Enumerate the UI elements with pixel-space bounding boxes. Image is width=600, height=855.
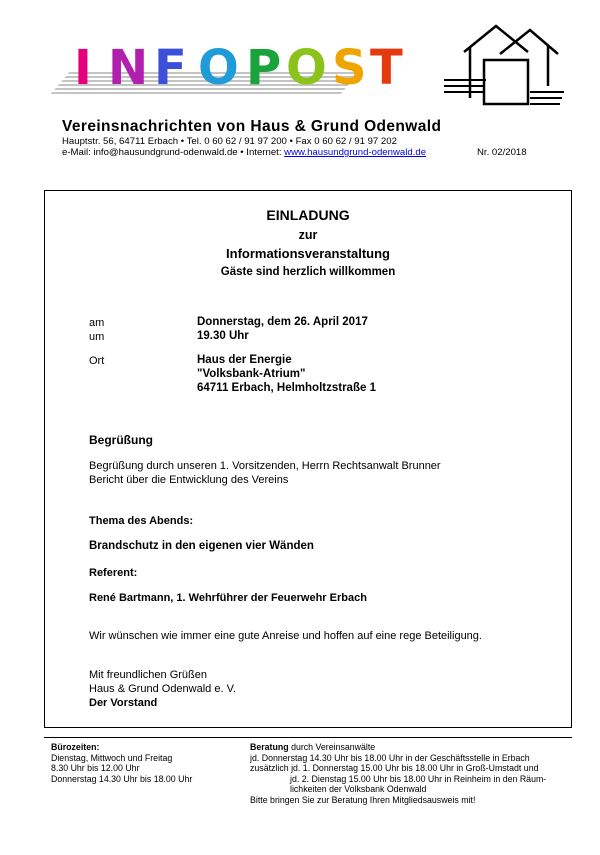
office-hours-title: Bürozeiten: [51, 742, 100, 752]
invitation-title: EINLADUNG [266, 207, 350, 223]
closing-organization: Haus & Grund Odenwald e. V. [89, 683, 236, 695]
event-title: Informationsveranstaltung [226, 246, 390, 261]
office-hours-line: Dienstag, Mittwoch und Freitag [51, 752, 173, 763]
logo-letter: F [154, 40, 187, 96]
advice-title: Beratung [250, 742, 289, 752]
advice-title-line [250, 742, 570, 753]
location-label: Ort [89, 355, 105, 367]
house-logo-icon [444, 20, 568, 110]
speaker-label: Referent: [89, 567, 138, 579]
agenda-item-1: Begrüßung durch unseren 1. Vorsitzenden, Herrn Rechtsanwalt Brunner [89, 460, 441, 472]
office-hours-line: Donnerstag 14.30 Uhr bis 18.00 Uhr [51, 773, 193, 784]
office-hours-line: 8.30 Uhr bis 12.00 Uhr [51, 763, 140, 774]
logo-letter: O [286, 40, 327, 96]
address-line: Hauptstr. 56, 64711 Erbach • Tel. 0 60 62 / 91 97 200 • Fax 0 60 62 / 91 97 202 [62, 136, 397, 147]
closing-wish: Wir wünschen wie immer eine gute Anreise und hoffen auf eine rege Beteiligung. [89, 630, 482, 642]
newsletter-title: Vereinsnachrichten von Haus & Grund Odenwald [62, 118, 442, 135]
email-label: e-Mail: info@hausundgrund-odenwald.de • Internet: [62, 147, 285, 158]
contact-line [62, 147, 426, 159]
event-date: Donnerstag, dem 26. April 2017 [197, 316, 368, 328]
theme-title: Brandschutz in den eigenen vier Wänden [89, 540, 314, 552]
issue-number: Nr. 02/2018 [477, 147, 527, 158]
website-link[interactable]: www.hausundgrund-odenwald.de [284, 147, 427, 158]
date-label: am [89, 317, 105, 329]
logo-letter: S [332, 40, 367, 96]
office-hours [51, 742, 192, 784]
advice-title-rest: durch Vereinsanwälte [288, 742, 376, 752]
logo-letter: I [74, 40, 92, 96]
logo-letter: O [198, 40, 239, 96]
advice-note: Bitte bringen Sie zur Beratung Ihren Mitgliedsausweis mit! [250, 794, 476, 805]
footer-divider [44, 737, 572, 738]
advice-line: jd. Donnerstag 14.30 Uhr bis 18.00 Uhr in der Geschäftsstelle in Erbach [250, 752, 530, 763]
time-label: um [89, 331, 105, 343]
greeting-heading: Begrüßung [89, 433, 153, 447]
closing-greeting: Mit freundlichen Grüßen [89, 669, 207, 681]
advice-line: jd. 2. Dienstag 15.00 Uhr bis 18.00 Uhr in Reinheim in den Räum- [290, 773, 547, 784]
event-time: 19.30 Uhr [197, 330, 249, 342]
venue-name: Haus der Energie [197, 354, 292, 366]
logo-letter: T [370, 40, 403, 96]
advice-line: zusätzlich jd. 1. Donnerstag 15.00 Uhr bis 18.00 Uhr in Groß-Umstadt und [250, 763, 539, 774]
closing-signature: Der Vorstand [89, 697, 158, 709]
speaker-name: René Bartmann, 1. Wehrführer der Feuerwehr Erbach [89, 592, 367, 604]
advice-line: lichkeiten der Volksbank Odenwald [290, 784, 427, 795]
logo-letter: N [108, 40, 149, 96]
venue-address: 64711 Erbach, Helmholtzstraße 1 [197, 382, 376, 394]
invitation-zur: zur [298, 228, 318, 242]
agenda-item-2: Bericht über die Entwicklung des Vereins [89, 474, 289, 486]
logo-letter: P [246, 40, 282, 96]
theme-label: Thema des Abends: [89, 515, 194, 527]
legal-advice [250, 742, 570, 806]
infopost-logo [74, 40, 403, 96]
welcome-line: Gäste sind herzlich willkommen [220, 266, 396, 278]
venue-subtitle: "Volksbank-Atrium" [197, 368, 306, 380]
